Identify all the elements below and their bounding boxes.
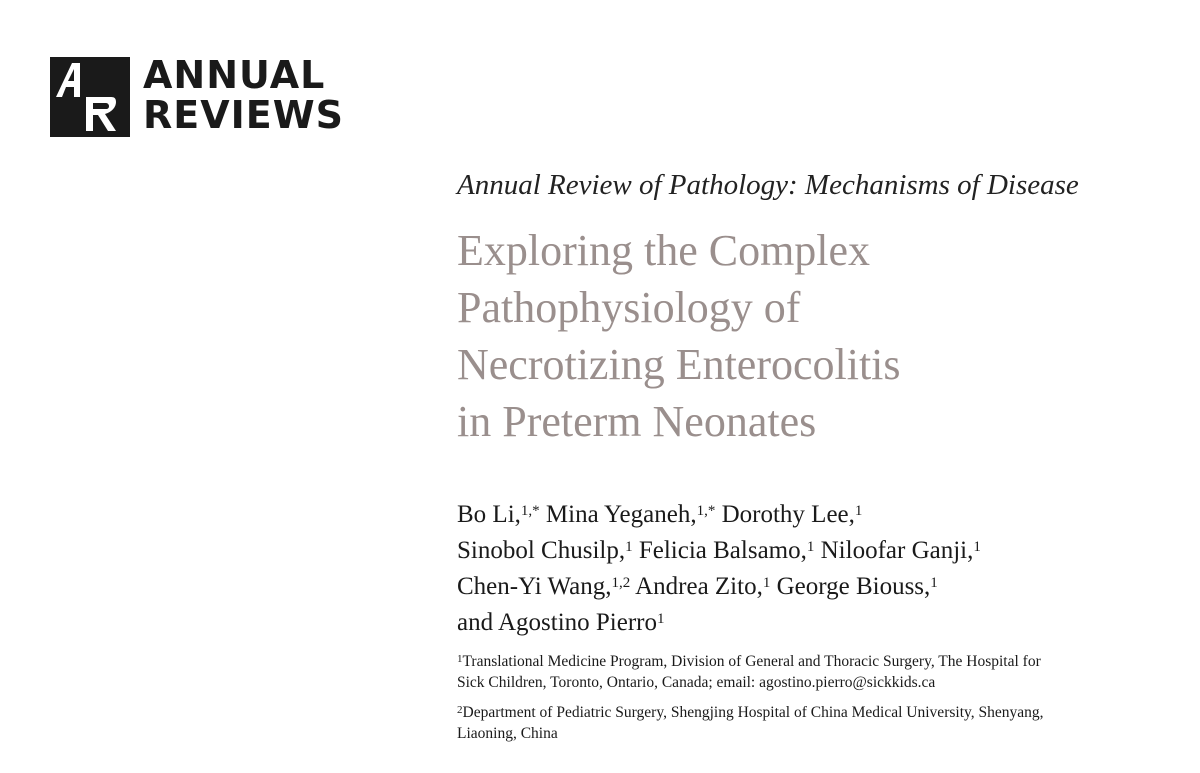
affiliation-text: Department of Pediatric Surgery, Shengjing Hospital of China Medical University, Shenyang, xyxy=(462,704,1044,721)
author-affiliation-marker: 1 xyxy=(973,539,981,555)
affiliation xyxy=(457,651,1157,693)
article-title xyxy=(457,222,1157,450)
author-list xyxy=(457,497,1177,641)
affiliation-marker: 2 xyxy=(457,704,463,716)
title-line: Necrotizing Enterocolitis xyxy=(457,340,901,389)
logo-line-annual: ANNUAL xyxy=(143,53,326,97)
author-line xyxy=(457,605,1177,641)
author-name: Mina Yeganeh, xyxy=(545,501,697,528)
affiliation-line xyxy=(457,723,1157,744)
author-name: Sinobol Chusilp, xyxy=(457,537,626,564)
author-name: Chen-Yi Wang, xyxy=(457,573,612,600)
author-affiliation-marker: 1 xyxy=(762,575,771,591)
author-affiliation-marker: 1,* xyxy=(520,503,540,519)
author-affiliation-marker: 1 xyxy=(625,539,633,555)
author-line xyxy=(457,569,1177,605)
author-name: George Biouss, xyxy=(776,573,931,600)
annual-reviews-logo xyxy=(50,53,370,139)
author-affiliation-marker: 1 xyxy=(930,575,938,591)
author-affiliation-marker: 1 xyxy=(806,539,815,555)
author-line xyxy=(457,533,1177,569)
affiliation xyxy=(457,702,1157,744)
logo-wordmark xyxy=(143,55,344,135)
affiliation-line xyxy=(457,672,1157,693)
author-line xyxy=(457,497,1177,533)
author-name: Niloofar Ganji, xyxy=(820,537,974,564)
author-affiliation-marker: 1 xyxy=(854,503,863,519)
affiliation-text: Liaoning, China xyxy=(457,725,558,742)
author-affiliation-marker: 1,2 xyxy=(611,575,631,591)
title-line: Exploring the Complex xyxy=(457,226,871,275)
title-line: Pathophysiology of xyxy=(457,283,801,332)
affiliation-marker: 1 xyxy=(457,653,463,665)
author-name: Andrea Zito, xyxy=(635,573,763,600)
logo-line-reviews: REVIEWS xyxy=(143,93,345,137)
author-affiliation-marker: 1 xyxy=(657,611,665,627)
author-name: and Agostino Pierro xyxy=(457,609,657,636)
author-affiliation-marker: 1,* xyxy=(696,503,716,519)
affiliation-line xyxy=(457,702,1157,723)
annual-reviews-logo-mark-icon xyxy=(50,57,130,137)
affiliation-text: Sick Children, Toronto, Ontario, Canada; email: agostino.pierro@sickkids.ca xyxy=(457,674,936,691)
author-name: Bo Li, xyxy=(457,501,521,528)
author-name: Felicia Balsamo, xyxy=(638,537,807,564)
affiliation-line xyxy=(457,651,1157,672)
journal-name: Annual Review of Pathology: Mechanisms of Disease xyxy=(457,169,1079,201)
title-line: in Preterm Neonates xyxy=(457,397,817,446)
affiliation-text: Translational Medicine Program, Division of General and Thoracic Surgery, The Hospital for xyxy=(462,653,1041,670)
author-name: Dorothy Lee, xyxy=(721,501,855,528)
